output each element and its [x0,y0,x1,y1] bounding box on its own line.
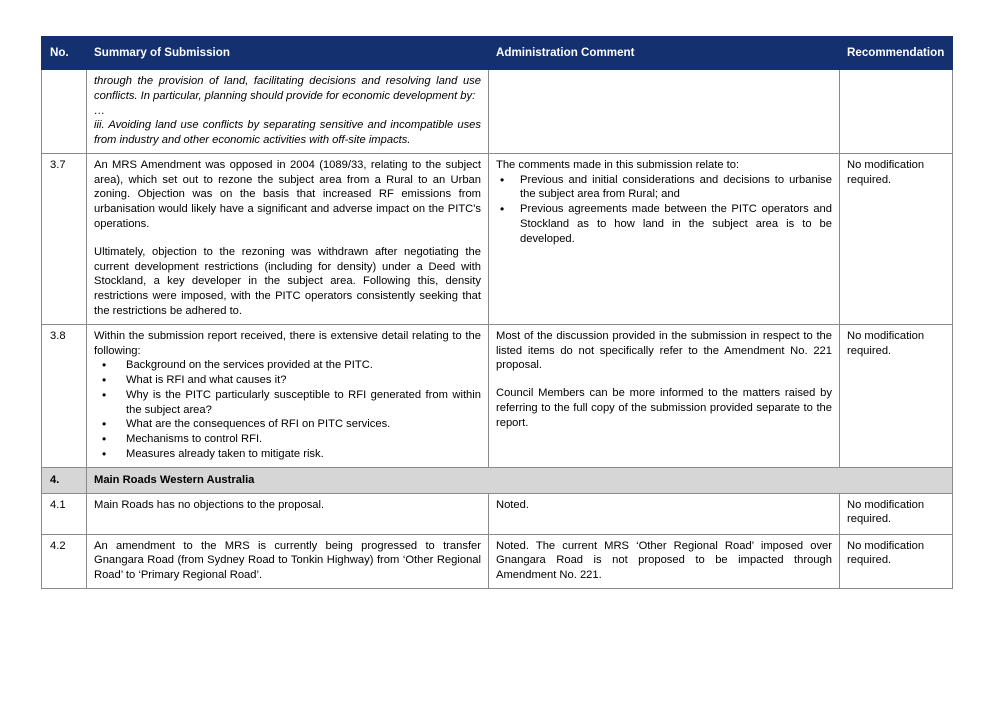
header-row [42,37,953,70]
r37-admin-bullet-list [496,173,832,247]
continued-italic-paragraph-1: through the provision of land, facilitating decisions and resolving land use conflicts. In particular, planning should provide for economic development by: [94,75,481,102]
r38-admin-paragraph-2: Council Members can be more informed to the matters raised by referring to the full copy of the submission provided separate to the report. [496,387,832,429]
table-row-4-1 [42,493,953,534]
r38-summary-bullet-6: • Measures already taken to mitigate risk. [94,447,481,462]
r38-summary-bullet-4: • What are the consequences of RFI on PITC services. [94,417,481,432]
table-row-section-4 [42,467,953,493]
r38-summary-bullet-3: • Why is the PITC particularly susceptible to RFI generated from within the subject area? [94,388,481,418]
column-header-recommendation: Recommendation [840,37,953,70]
r38-summary-lead: Within the submission report received, there is extensive detail relating to the following: [94,329,481,357]
cell-recommendation-3-7: No modification required. [840,153,953,324]
r38-summary-bullet-2: • What is RFI and what causes it? [94,373,481,388]
r38-admin-spacer [496,373,832,386]
cell-no-4-2: 4.2 [42,534,87,588]
table-row-3-7 [42,153,953,324]
cell-recommendation-3-8: No modification required. [840,324,953,467]
cell-admin-4-1: Noted. [489,493,840,534]
cell-admin-4-2: Noted. The current MRS ‘Other Regional Road’ imposed over Gnangara Road is not proposed to be impacted through Amendment No. 221. [489,534,840,588]
table-row-3-8 [42,324,953,467]
cell-admin-continued [489,70,840,154]
column-header-no: No. [42,37,87,70]
cell-summary-4-2: An amendment to the MRS is currently being progressed to transfer Gnangara Road (from Sydney Road to Tonkin Highway) from ‘Other Regional Road’ to ‘Primary Regional Road’. [87,534,489,588]
cell-summary-3-8 [87,324,489,467]
cell-no-3-7: 3.7 [42,153,87,324]
r38-admin-paragraph-1: Most of the discussion provided in the submission in respect to the listed items do not specifically refer to the Amendment No. 221 proposal. [496,329,832,372]
cell-recommendation-continued [840,70,953,154]
cell-summary-3-7 [87,153,489,324]
table-row-continued [42,70,953,154]
cell-summary-continued [87,70,489,154]
r38-summary-bullet-5: • Mechanisms to control RFI. [94,432,481,447]
cell-recommendation-4-1: No modification required. [840,493,953,534]
column-header-summary: Summary of Submission [87,37,489,70]
r37-summary-spacer [94,232,481,245]
cell-recommendation-4-2: No modification required. [840,534,953,588]
table-header [42,37,953,70]
r37-summary-paragraph-1: An MRS Amendment was opposed in 2004 (1089/33, relating to the subject area), which set out to rezone the subject area from a Rural to an Urban zoning. Objection was on the basis that increased RF emissions from urbanisation would likely have a significant and adverse impact on the PITC's operations. [94,158,481,231]
table-body [42,70,953,589]
submissions-schedule-table [41,36,953,589]
schedule-table-wrapper [41,36,952,589]
cell-admin-3-7 [489,153,840,324]
r37-summary-paragraph-2: Ultimately, objection to the rezoning was withdrawn after negotiating the current development restrictions (including for density) under a Deed with Stockland, a key developer in the subject area. Following this, density restrictions were imposed, with the PITC operators consistently seeking that the restrictions be adhered to. [94,245,481,317]
r37-admin-bullet-2: • Previous agreements made between the PITC operators and Stockland as to how land in the subject area is to be developed. [496,202,832,246]
cell-summary-4-1: Main Roads has no objections to the proposal. [87,493,489,534]
cell-no-4-1: 4.1 [42,493,87,534]
cell-admin-3-8 [489,324,840,467]
continued-italic-paragraph-2: … [94,104,106,117]
cell-no-continued [42,70,87,154]
continued-italic-paragraph-3: iii. Avoiding land use conflicts by separating sensitive and incompatible uses from industry and other economic activities with off-site impacts. [94,119,481,147]
r37-admin-bullet-1: • Previous and initial considerations and decisions to urbanise the subject area from Rural; and [496,173,832,203]
cell-no-3-8: 3.8 [42,324,87,467]
cell-section-4-title: Main Roads Western Australia [87,467,953,493]
r37-admin-lead: The comments made in this submission relate to: [496,158,740,171]
cell-no-section-4: 4. [42,467,87,493]
column-header-admin-comment: Administration Comment [489,37,840,70]
r38-summary-bullet-list [94,358,481,461]
r38-summary-bullet-1: • Background on the services provided at the PITC. [94,358,481,373]
table-row-4-2 [42,534,953,588]
